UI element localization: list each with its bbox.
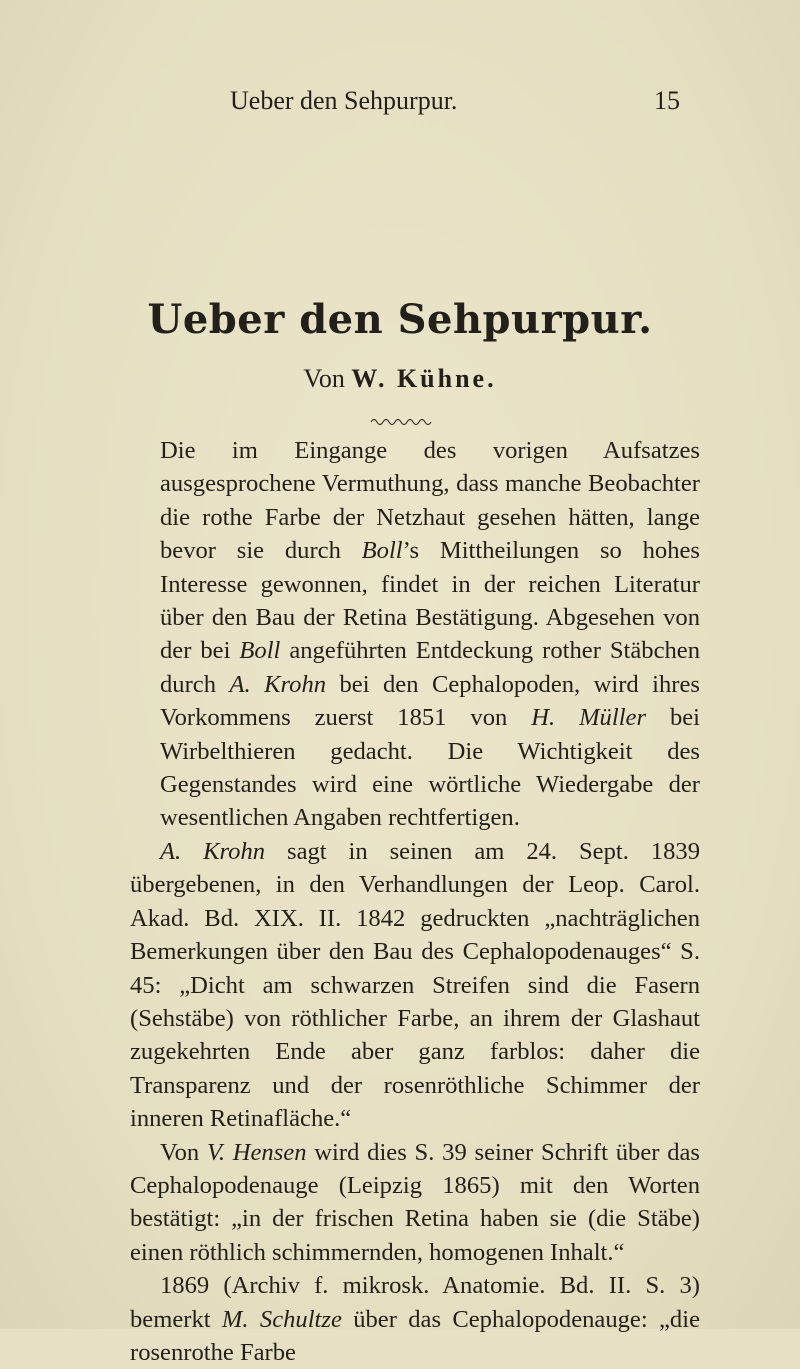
- article-title: Ueber den Sehpurpur.: [147, 296, 653, 343]
- run: über das Cephalopodenauge: „die rosenrothe Farbe: [130, 1305, 700, 1366]
- author-ref-krohn: A. Krohn: [160, 837, 266, 865]
- paragraph-4: [130, 1269, 700, 1369]
- run: wird dies S. 39 seiner Schrift über das Cephalopodenauge (Leipzig 1865) mit den Worten bestätigt: „in der frischen Retina haben sie (die Stäbe) einen röthlich schimmernden, homogenen Inhalt.“: [130, 1138, 700, 1266]
- paragraph-2: [130, 835, 700, 1136]
- body-text: [130, 434, 700, 1369]
- run: Die im Eingange des vorigen Aufsatzes ausgesprochene Vermuthung, dass manche Beobachter die rothe Farbe der Netzhaut gesehen hätten, lange bevor sie durch: [160, 437, 700, 565]
- author-ref-hensen: V. Hensen: [206, 1138, 307, 1166]
- running-head: [230, 86, 680, 122]
- byline-prefix: Von: [303, 364, 345, 393]
- run: sagt in seinen am 24. Sept. 1839 übergebenen, in den Verhandlungen der Leop. Carol. Akad. Bd. XIX. II. 1842 gedruckten „nachträglichen Bemerkungen über den Bau des Cephalopodenauges“ S. 45: „Dicht am schwarzen Streifen sind die Fasern (Sehstäbe) von röthlicher Farbe, an ihrem der Glashaut zugekehrten Ende aber ganz farblos: daher die Transparenz und der rosenröthliche Schimmer der inneren Retinafläche.“: [130, 837, 700, 1133]
- running-head-title: Ueber den Sehpurpur.: [230, 86, 458, 115]
- title-ornament-divider: [370, 416, 432, 426]
- author-ref-mueller: H. Müller: [531, 704, 647, 732]
- run: bei Wirbelthieren gedacht. Die Wichtigkeit des Gegenstandes wird eine wörtliche Wiedergabe der wesentlichen Angaben rechtfertigen.: [160, 704, 700, 832]
- run: bei den Cephalopoden, wird ihres Vorkommens zuerst 1851 von: [160, 670, 700, 732]
- author-ref-boll: Boll: [239, 637, 281, 665]
- author-ref-schultze: M. Schultze: [221, 1305, 342, 1333]
- author-name: W. Kühne.: [351, 364, 497, 393]
- run: 1869 (Archiv f. mikrosk. Anatomie. Bd. II. S. 3) bemerkt: [130, 1272, 700, 1333]
- run: angeführten Entdeckung rother Stäbchen durch: [160, 637, 700, 698]
- byline: [0, 364, 800, 394]
- author-ref-krohn: A. Krohn: [229, 670, 327, 698]
- run: Von: [160, 1138, 207, 1166]
- author-ref-boll: Boll: [361, 537, 403, 565]
- paragraph-3: [130, 1136, 700, 1270]
- run: ’s Mittheilungen so hohes Interesse gewonnen, findet in der reichen Literatur über den Bau der Retina Bestätigung. Abgesehen von der bei: [160, 537, 700, 665]
- page-number: 15: [654, 86, 680, 115]
- paragraph-1: [130, 434, 700, 835]
